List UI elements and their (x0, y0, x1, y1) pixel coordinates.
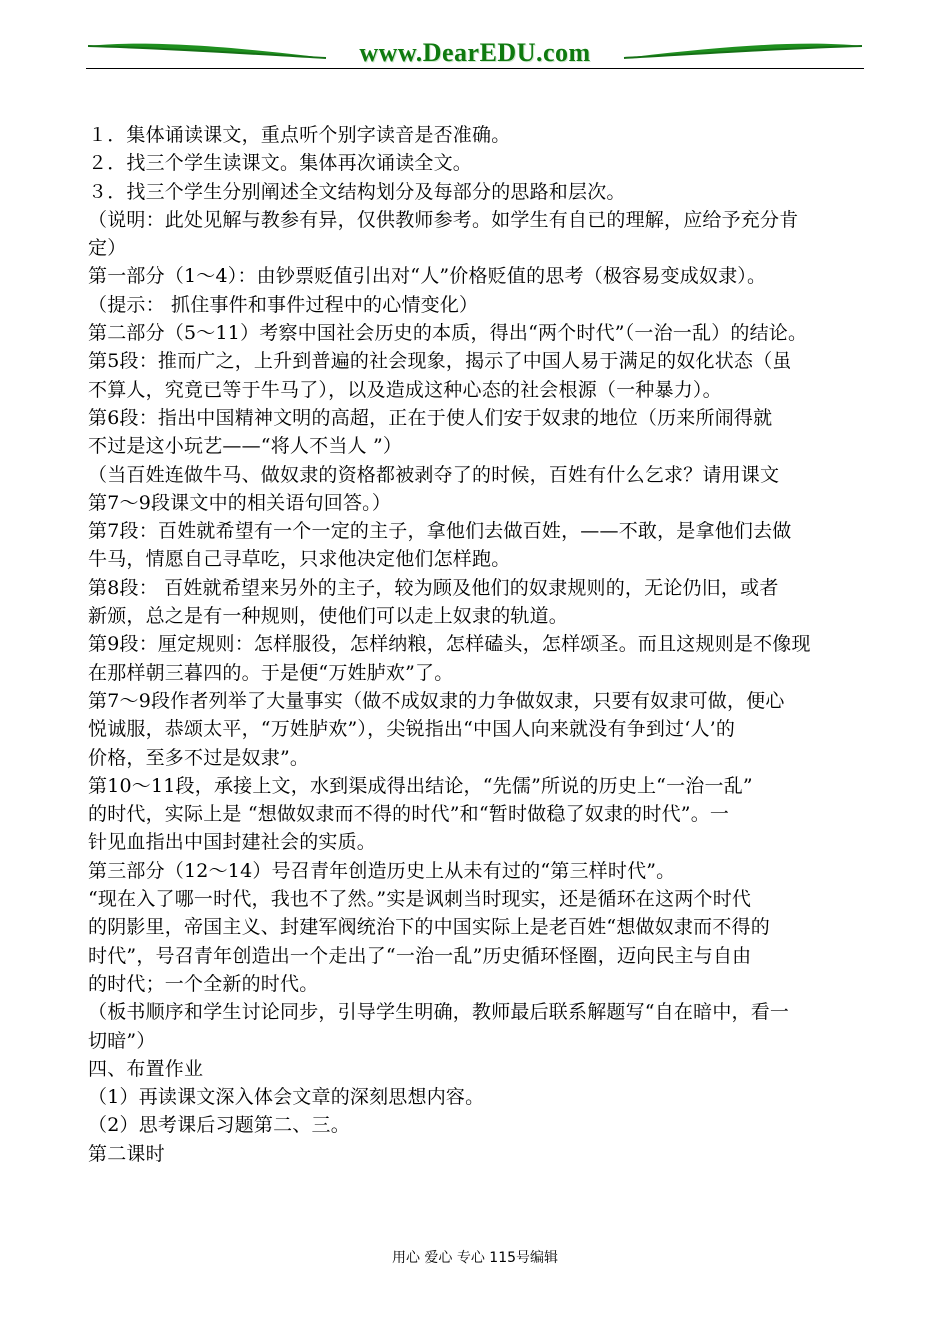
text-line: “现在入了哪一时代，我也不了然。”实是讽刺当时现实，还是循环在这两个时代 (88, 888, 752, 911)
text-line: 针见血指出中国封建社会的实质。 (88, 831, 377, 854)
text-line: 定） (88, 237, 127, 260)
site-logo[interactable]: www.DearEDU.com (359, 38, 591, 67)
text-line: 的时代，实际上是 “想做奴隶而不得的时代”和“暂时做稳了奴隶的时代”。一 (88, 803, 730, 826)
text-line: （说明：此处见解与教参有异，仅供教师参考。如学生有自已的理解，应给予充分肯 (88, 208, 799, 231)
text-line: 的阴影里，帝国主义、封建军阀统治下的中国实际上是老百姓“想做奴隶而不得的 (88, 916, 770, 939)
text-line: 新颁，总之是有一种规则，使他们可以走上奴隶的轨道。 (88, 605, 569, 628)
page-footer: 用心 爱心 专心 115号编辑 (391, 1250, 559, 1266)
text-line: 不过是这小玩艺——“将人不当人 ”） (88, 435, 403, 458)
text-line: （2）思考课后习题第二、三。 (88, 1114, 350, 1137)
text-line: （1）再读课文深入体会文章的深刻思想内容。 (88, 1086, 485, 1109)
text-line: 价格，至多不过是奴隶”。 (88, 746, 310, 769)
text-line: １．集体诵读课文，重点听个别字读音是否准确。 (88, 124, 511, 146)
text-line: 四、布置作业 (88, 1057, 204, 1080)
text-line: 第9段：厘定规则：怎样服役，怎样纳粮，怎样磕头，怎样颂圣。而且这规则是不像现 (88, 633, 811, 656)
text-line: 在那样朝三暮四的。于是便“万姓胪欢”了。 (88, 661, 454, 684)
text-line: 第7～9段课文中的相关语句回答。） (88, 491, 392, 514)
text-line: 第7段：百姓就希望有一个一定的主子，拿他们去做百姓，——不敢，是拿他们去做 (88, 520, 792, 543)
text-line: 牛马，情愿自己寻草吃，只求他决定他们怎样跑。 (88, 548, 511, 571)
header-divider (86, 68, 864, 69)
text-line: 悦诚服，恭颂太平，“万姓胪欢”），尖锐指出“中国人向来就没有争到过‘人’的 (88, 718, 736, 741)
text-line: 第二课时 (88, 1142, 165, 1165)
text-line: 第8段： 百姓就希望来另外的主子，较为顾及他们的奴隶规则的，无论仍旧，或者 (88, 576, 779, 599)
text-line: 切暗”） (88, 1029, 156, 1052)
text-line: ２．找三个学生读课文。集体再次诵读全文。 (88, 152, 473, 175)
text-line: 第三部分（12～14）号召青年创造历史上从未有过的“第三样时代”。 (88, 859, 676, 882)
text-line: 的时代；一个全新的时代。 (88, 972, 319, 995)
text-line: （当百姓连做牛马、做奴隶的资格都被剥夺了的时候，百姓有什么乞求？请用课文 (88, 463, 780, 486)
text-line: ３．找三个学生分别阐述全文结构划分及每部分的思路和层次。 (88, 180, 626, 203)
text-line: 不算人，究竟已等于牛马了），以及造成这种心态的社会根源（一种暴力）。 (88, 378, 722, 401)
text-line: （提示： 抓住事件和事件过程中的心情变化） (88, 293, 479, 316)
text-line: 第5段：推而广之，上升到普遍的社会现象，揭示了中国人易于满足的奴化状态（虽 (88, 350, 792, 373)
text-line: 第6段：指出中国精神文明的高超，正在于使人们安于奴隶的地位（历来所闹得就 (88, 406, 773, 429)
text-line: 第10～11段，承接上文，水到渠成得出结论，“先儒”所说的历史上“一治一乱” (88, 774, 753, 797)
text-line: 第一部分（1～4）：由钞票贬值引出对“人”价格贬值的思考（极容易变成奴隶）。 (88, 265, 767, 288)
text-line: （板书顺序和学生讨论同步，引导学生明确，教师最后联系解题写“自在暗中，看一 (88, 1001, 790, 1024)
text-line: 时代”，号召青年创造出一个走出了“一治一乱”历史循环怪圈，迈向民主与自由 (88, 944, 752, 967)
text-line: 第二部分（5～11）考察中国社会历史的本质，得出“两个时代”（一治一乱）的结论。 (88, 322, 808, 345)
text-line: 第7～9段作者列举了大量事实（做不成奴隶的力争做奴隶，只要有奴隶可做，便心 (88, 689, 785, 712)
document-body (88, 121, 870, 1168)
